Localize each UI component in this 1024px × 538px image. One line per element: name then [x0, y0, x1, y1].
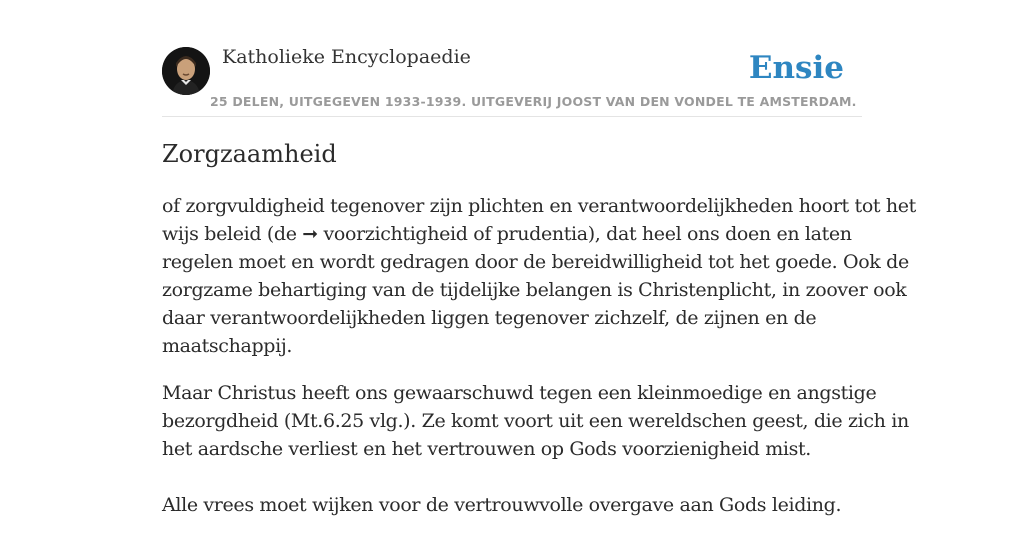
portrait-avatar-icon[interactable]: [162, 47, 210, 95]
text-line: maatschappij.: [162, 335, 293, 357]
page-title: Zorgzaamheid: [162, 140, 337, 168]
text-line: bezorgdheid (Mt.6.25 vlg.). Ze komt voort uit een wereldschen geest, die zich in: [162, 410, 909, 432]
paragraph-2: [162, 379, 909, 463]
source-header: [162, 0, 862, 117]
article-container: [162, 0, 916, 516]
source-meta: 25 DELEN, UITGEGEVEN 1933-1939. UITGEVERIJ JOOST VAN DEN VONDEL TE AMSTERDAM.: [210, 94, 857, 109]
text-line: regelen moet en wordt gedragen door de bereidwilligheid tot het goede. Ook de: [162, 251, 909, 273]
text-line: wijs beleid (de ➞ voorzichtigheid of prudentia), dat heel ons doen en laten: [162, 223, 852, 245]
text-line: Maar Christus heeft ons gewaarschuwd tegen een kleinmoedige en angstige: [162, 382, 877, 404]
article-body: [162, 192, 916, 538]
text-line: zorgzame behartiging van de tijdelijke belangen is Christenplicht, in zoover ook: [162, 279, 907, 301]
text-line: Alle vrees moet wijken voor de vertrouwvolle overgave aan Gods leiding.: [162, 494, 842, 516]
source-title[interactable]: Katholieke Encyclopaedie: [222, 46, 471, 68]
text-line: of zorgvuldigheid tegenover zijn plichten en verantwoordelijkheden hoort tot het: [162, 195, 916, 217]
text-line: daar verantwoordelijkheden liggen tegenover zichzelf, de zijnen en de: [162, 307, 817, 329]
paragraph-3: [162, 491, 862, 519]
brand-logo-link[interactable]: Ensie: [748, 50, 844, 86]
paragraph-1: [162, 192, 916, 360]
text-line: het aardsche verliest en het vertrouwen op Gods voorzienigheid mist.: [162, 438, 811, 460]
